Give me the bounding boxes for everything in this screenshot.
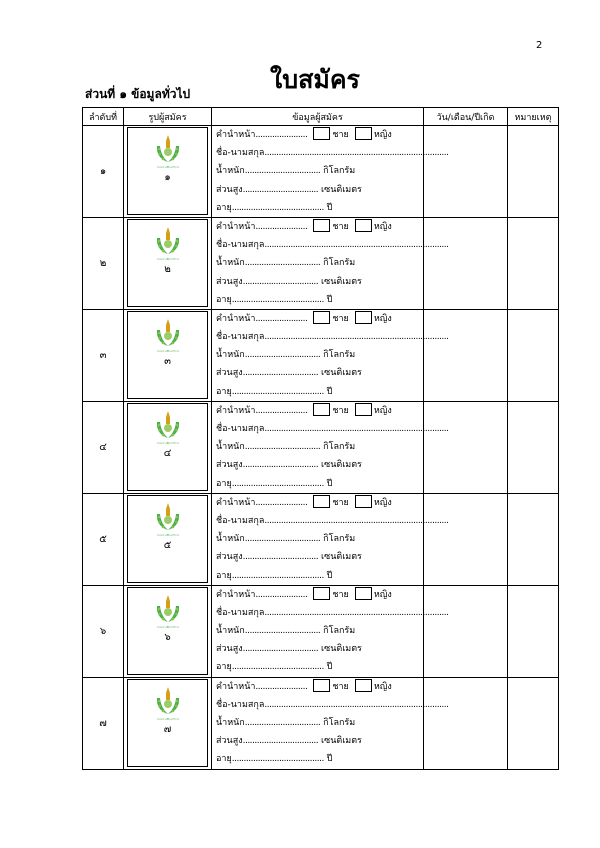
ministry-emblem-icon (153, 500, 183, 538)
age-label: อายุ (216, 662, 232, 673)
female-checkbox[interactable] (355, 403, 372, 416)
prefix-label: คำนำหน้า (216, 405, 256, 416)
remark-cell[interactable] (508, 126, 559, 218)
female-label: หญิง (373, 681, 392, 692)
name-field[interactable]: .............................................................................. (264, 240, 449, 251)
height-field[interactable]: ................................ (242, 368, 319, 379)
female-checkbox[interactable] (355, 495, 372, 508)
applicant-table (82, 107, 559, 770)
height-line (216, 548, 423, 566)
age-unit: ปี (326, 662, 333, 673)
photo-cell (124, 126, 212, 218)
seq-cell (83, 401, 124, 493)
weight-field[interactable]: ................................ (244, 626, 321, 637)
age-unit: ปี (326, 570, 333, 581)
weight-unit: กิโลกรัม (323, 258, 356, 269)
photo-number: ๕ (163, 539, 172, 551)
table-row (83, 585, 559, 677)
height-field[interactable]: ................................ (242, 644, 319, 655)
height-unit: เซนติเมตร (321, 644, 362, 655)
prefix-line (216, 678, 423, 696)
age-field[interactable]: ....................................... (231, 202, 324, 213)
info-cell (212, 493, 449, 585)
height-label: ส่วนสูง (216, 736, 243, 747)
weight-line (216, 714, 423, 732)
prefix-line (216, 494, 423, 512)
name-label: ชื่อ-นามสกุล (216, 148, 265, 159)
weight-field[interactable]: ................................ (244, 442, 321, 453)
height-unit: เซนติเมตร (321, 368, 362, 379)
header-info: ข้อมูลผู้สมัคร (212, 108, 424, 126)
weight-label: น้ำหนัก (216, 350, 245, 361)
weight-field[interactable]: ................................ (244, 258, 321, 269)
female-label: หญิง (373, 589, 392, 600)
name-line (216, 144, 449, 162)
weight-field[interactable]: ................................ (244, 718, 321, 728)
seq-number: ๔ (99, 441, 107, 453)
age-unit: ปี (326, 202, 333, 213)
seq-cell (83, 126, 124, 218)
seq-number: ๕ (99, 533, 107, 545)
table-row (83, 493, 559, 585)
height-label: ส่วนสูง (216, 276, 243, 287)
name-label: ชื่อ-นามสกุล (216, 607, 265, 618)
height-label: ส่วนสูง (216, 184, 243, 195)
emblem-caption: กระทรวงศึกษาธิการ (156, 349, 179, 353)
male-checkbox[interactable] (313, 127, 330, 140)
age-unit: ปี (326, 754, 333, 765)
male-checkbox[interactable] (313, 679, 330, 692)
height-line (216, 456, 423, 474)
prefix-field[interactable]: ...................... (255, 405, 308, 416)
female-label: หญิง (373, 221, 392, 232)
emblem-caption: กระทรวงศึกษาธิการ (156, 533, 179, 537)
weight-line (216, 254, 423, 272)
male-label: ชาย (332, 497, 349, 508)
age-field[interactable]: ....................................... (231, 294, 324, 305)
male-label: ชาย (332, 681, 349, 692)
age-line (216, 199, 423, 217)
female-checkbox[interactable] (355, 311, 372, 324)
photo-number: ๔ (163, 447, 172, 459)
header-seq: ลำดับที่ (83, 108, 124, 126)
photo-number: ๒ (164, 263, 171, 275)
table-row (83, 309, 559, 401)
seq-number: ๒ (99, 257, 107, 269)
name-field[interactable]: .............................................................................. (264, 515, 449, 526)
prefix-line (216, 586, 423, 604)
weight-label: น้ำหนัก (216, 166, 245, 177)
photo-cell (124, 217, 212, 309)
applicant-photo[interactable] (127, 219, 208, 307)
name-label: ชื่อ-นามสกุล (216, 332, 265, 343)
birthdate-cell[interactable] (424, 309, 508, 401)
header-birthdate: วัน/เดือน/ปีเกิด (424, 108, 508, 126)
prefix-line (216, 310, 423, 328)
prefix-field[interactable]: ...................... (255, 681, 308, 692)
height-label: ส่วนสูง (216, 460, 243, 471)
height-label: ส่วนสูง (216, 644, 243, 655)
photo-number: ๗ (163, 723, 172, 735)
prefix-line (216, 402, 423, 420)
weight-line (216, 530, 423, 548)
age-line (216, 567, 423, 585)
name-field[interactable]: .............................................................................. (264, 424, 449, 434)
age-line (216, 658, 423, 676)
ministry-emblem-icon (153, 592, 183, 630)
photo-number: ๓ (164, 355, 171, 367)
emblem-caption: กระทรวงศึกษาธิการ (156, 441, 179, 445)
name-line (216, 420, 449, 438)
age-line (216, 475, 423, 493)
male-checkbox[interactable] (313, 219, 330, 232)
header-remark: หมายเหตุ (508, 108, 559, 126)
age-unit: ปี (326, 294, 333, 305)
prefix-label: คำนำหน้า (216, 589, 256, 600)
height-line (216, 181, 423, 199)
weight-label: น้ำหนัก (216, 626, 245, 637)
height-field[interactable]: ................................ (242, 460, 319, 471)
name-field[interactable]: .............................................................................. (264, 607, 449, 618)
emblem-caption: กระทรวงศึกษาธิการ (156, 625, 179, 629)
info-cell (212, 309, 449, 401)
prefix-line (216, 126, 423, 144)
applicant-photo[interactable] (127, 403, 208, 491)
age-field[interactable]: ....................................... (231, 754, 324, 765)
page-title: ใบสมัคร (270, 65, 360, 94)
ministry-emblem-icon (153, 684, 183, 722)
prefix-line (216, 218, 423, 236)
remark-cell[interactable] (508, 677, 559, 769)
ministry-emblem-icon (153, 408, 183, 446)
weight-unit: กิโลกรัม (323, 166, 356, 177)
weight-unit: กิโลกรัม (323, 626, 356, 637)
name-line (216, 696, 449, 714)
photo-cell (124, 309, 212, 401)
name-line (216, 604, 449, 622)
info-cell (212, 585, 449, 677)
height-unit: เซนติเมตร (321, 276, 362, 287)
table-header-row (83, 108, 559, 126)
male-label: ชาย (332, 589, 349, 600)
section-heading: ส่วนที่ ๑ ข้อมูลทั่วไป (85, 87, 191, 101)
name-label: ชื่อ-นามสกุล (216, 699, 265, 710)
prefix-label: คำนำหน้า (216, 681, 256, 692)
height-label: ส่วนสูง (216, 368, 243, 379)
name-label: ชื่อ-นามสกุล (216, 424, 265, 434)
applicant-photo[interactable] (127, 679, 208, 767)
name-line (216, 236, 449, 254)
height-unit: เซนติเมตร (321, 736, 362, 747)
name-field[interactable]: .............................................................................. (264, 148, 449, 159)
prefix-label: คำนำหน้า (216, 497, 256, 508)
age-field[interactable]: ....................................... (231, 662, 324, 673)
emblem-caption: กระทรวงศึกษาธิการ (156, 166, 179, 169)
remark-cell[interactable] (508, 401, 559, 493)
weight-label: น้ำหนัก (216, 258, 245, 269)
height-line (216, 273, 423, 291)
age-unit: ปี (326, 386, 333, 397)
height-field[interactable]: ................................ (242, 276, 319, 287)
height-unit: เซนติเมตร (321, 460, 362, 471)
age-field[interactable]: ....................................... (231, 478, 324, 489)
age-field[interactable]: ....................................... (231, 386, 324, 397)
female-label: หญิง (373, 313, 392, 324)
seq-number: ๖ (99, 625, 107, 637)
photo-number: ๖ (164, 631, 171, 643)
seq-cell (83, 217, 124, 309)
seq-number: ๑ (99, 166, 107, 177)
weight-label: น้ำหนัก (216, 534, 245, 545)
birthdate-cell[interactable] (424, 126, 508, 218)
seq-number: ๓ (99, 349, 107, 361)
prefix-field[interactable]: ...................... (255, 313, 308, 324)
photo-cell (124, 677, 212, 769)
age-line (216, 750, 423, 768)
prefix-field[interactable]: ...................... (255, 497, 308, 508)
height-line (216, 364, 423, 382)
female-checkbox[interactable] (355, 127, 372, 140)
applicant-photo[interactable] (127, 127, 208, 215)
name-line (216, 512, 449, 530)
table-row (83, 401, 559, 493)
seq-cell (83, 677, 124, 769)
weight-unit: กิโลกรัม (323, 718, 356, 728)
male-checkbox[interactable] (313, 495, 330, 508)
male-checkbox[interactable] (313, 587, 330, 600)
weight-line (216, 346, 423, 364)
female-label: หญิง (373, 497, 392, 508)
age-unit: ปี (326, 478, 333, 489)
male-label: ชาย (332, 130, 349, 140)
seq-cell (83, 309, 124, 401)
ministry-emblem-icon (153, 224, 183, 262)
age-label: อายุ (216, 754, 232, 765)
age-label: อายุ (216, 478, 232, 489)
photo-number: ๑ (164, 172, 171, 183)
age-line (216, 383, 423, 401)
weight-line (216, 438, 423, 456)
info-cell (212, 217, 449, 309)
male-label: ชาย (332, 405, 349, 416)
photo-cell (124, 585, 212, 677)
table-row (83, 126, 559, 218)
name-label: ชื่อ-นามสกุล (216, 515, 265, 526)
birthdate-cell[interactable] (424, 401, 508, 493)
seq-cell (83, 493, 124, 585)
remark-cell[interactable] (508, 309, 559, 401)
prefix-field[interactable]: ...................... (255, 130, 308, 140)
male-label: ชาย (332, 221, 349, 232)
birthdate-cell[interactable] (424, 493, 508, 585)
age-line (216, 291, 423, 309)
weight-line (216, 162, 423, 180)
remark-cell[interactable] (508, 493, 559, 585)
female-label: หญิง (373, 405, 392, 416)
prefix-label: คำนำหน้า (216, 221, 256, 232)
weight-unit: กิโลกรัม (323, 534, 356, 545)
seq-cell (83, 585, 124, 677)
height-field[interactable]: ................................ (242, 552, 319, 563)
header-photo: รูปผู้สมัคร (124, 108, 212, 126)
info-cell (212, 677, 449, 769)
ministry-emblem-icon (153, 132, 183, 170)
name-field[interactable]: .............................................................................. (264, 332, 449, 343)
age-label: อายุ (216, 386, 232, 397)
height-field[interactable]: ................................ (242, 184, 319, 195)
female-checkbox[interactable] (355, 219, 372, 232)
height-unit: เซนติเมตร (321, 552, 362, 563)
table-row (83, 217, 559, 309)
seq-number: ๗ (99, 717, 107, 729)
prefix-field[interactable]: ...................... (255, 589, 308, 600)
name-line (216, 328, 449, 346)
age-label: อายุ (216, 570, 232, 581)
male-label: ชาย (332, 313, 349, 324)
info-cell (212, 401, 449, 493)
age-field[interactable]: ....................................... (231, 570, 324, 581)
height-unit: เซนติเมตร (321, 184, 362, 195)
prefix-label: คำนำหน้า (216, 313, 256, 324)
emblem-caption: กระทรวงศึกษาธิการ (156, 257, 179, 261)
height-field[interactable]: ................................ (242, 736, 319, 747)
applicant-photo[interactable] (127, 311, 208, 399)
page-number: 2 (536, 40, 543, 51)
name-field[interactable]: .............................................................................. (264, 699, 449, 710)
name-label: ชื่อ-นามสกุล (216, 240, 265, 251)
female-checkbox[interactable] (355, 587, 372, 600)
table-row (83, 677, 559, 769)
birthdate-cell[interactable] (424, 585, 508, 677)
weight-field[interactable]: ................................ (244, 350, 321, 361)
height-line (216, 732, 423, 750)
photo-cell (124, 493, 212, 585)
weight-line (216, 622, 423, 640)
female-label: หญิง (373, 130, 392, 140)
weight-label: น้ำหนัก (216, 442, 245, 453)
remark-cell[interactable] (508, 585, 559, 677)
height-label: ส่วนสูง (216, 552, 243, 563)
male-checkbox[interactable] (313, 311, 330, 324)
prefix-field[interactable]: ...................... (255, 221, 308, 232)
birthdate-cell[interactable] (424, 677, 508, 769)
info-cell (212, 126, 449, 218)
female-checkbox[interactable] (355, 679, 372, 692)
height-line (216, 640, 423, 658)
photo-cell (124, 401, 212, 493)
applicant-photo[interactable] (127, 587, 208, 675)
age-label: อายุ (216, 202, 232, 213)
emblem-caption: กระทรวงศึกษาธิการ (156, 717, 179, 721)
birthdate-cell[interactable] (424, 217, 508, 309)
remark-cell[interactable] (508, 217, 559, 309)
weight-label: น้ำหนัก (216, 718, 245, 728)
male-checkbox[interactable] (313, 403, 330, 416)
weight-field[interactable]: ................................ (244, 166, 321, 177)
age-label: อายุ (216, 294, 232, 305)
prefix-label: คำนำหน้า (216, 130, 256, 140)
weight-field[interactable]: ................................ (244, 534, 321, 545)
ministry-emblem-icon (153, 316, 183, 354)
weight-unit: กิโลกรัม (323, 350, 356, 361)
applicant-photo[interactable] (127, 495, 208, 583)
weight-unit: กิโลกรัม (323, 442, 356, 453)
